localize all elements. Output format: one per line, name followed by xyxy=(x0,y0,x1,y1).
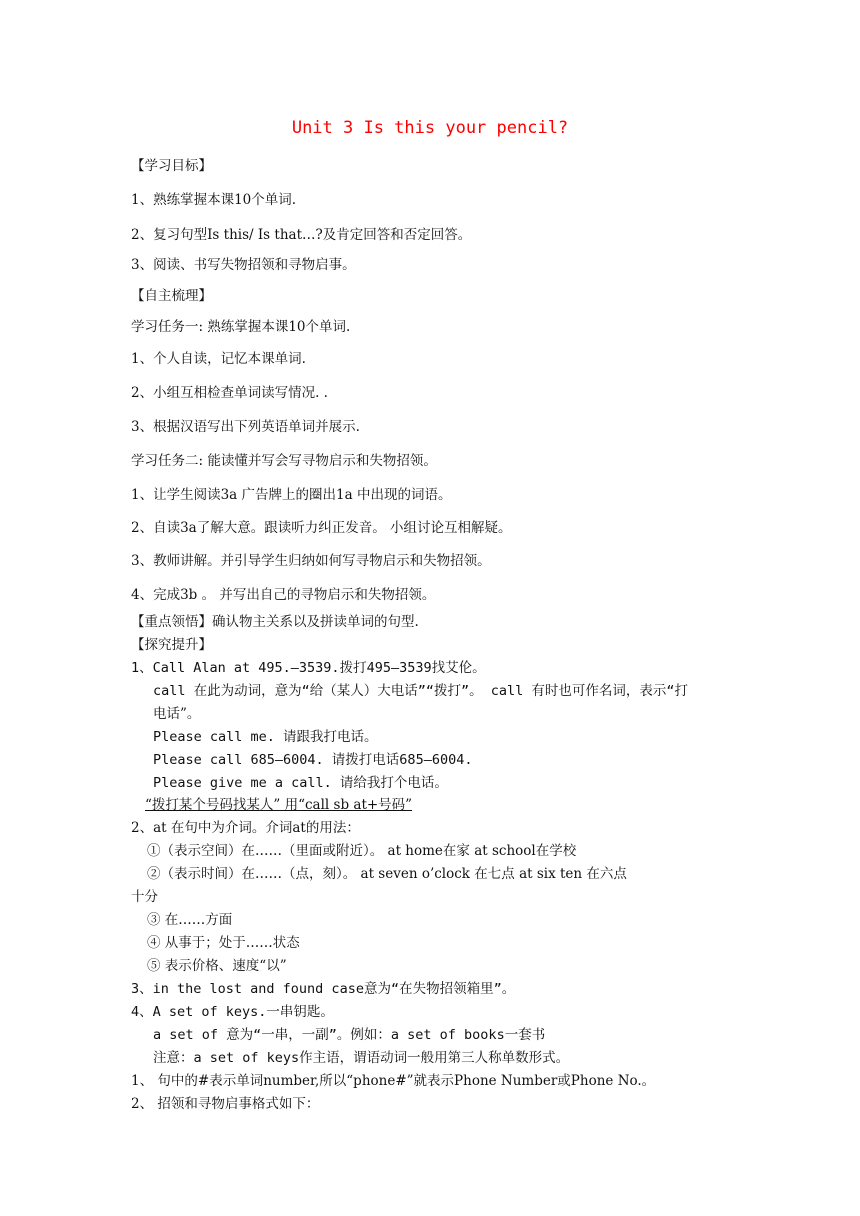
phone-number-note: 1、 句中的#表示单词number,所以“phone#”就表示Phone Number或Phone No.。 xyxy=(131,1073,656,1089)
goal-line-1: 1、熟练掌握本课10个单词. xyxy=(131,192,297,208)
page-title: Unit 3 Is this your pencil? xyxy=(291,118,569,138)
at-usage-3: ③ 在……方面 xyxy=(147,912,233,928)
key-points-line: 【重点领悟】确认物主关系以及拼读单词的句型. xyxy=(131,614,419,630)
goal-line-3: 3、阅读、书写失物招领和寻物启事。 xyxy=(131,257,356,273)
explore-item-2: 2、at 在句中为介词。介词at的用法： xyxy=(131,820,360,836)
explore-item-3: 3、in the lost and found case意为“在失物招领箱里”。 xyxy=(131,981,516,997)
at-usage-5: ⑤ 表示价格、速度“以” xyxy=(147,958,287,974)
at-usage-2: ②（表示时间）在……（点，刻）。 at seven o’clock 在七点 at six ten 在六点 xyxy=(147,866,627,882)
set-of-note: 注意：a set of keys作主语，谓语动词一般用第三人称单数形式。 xyxy=(153,1050,570,1066)
section-heading-goals: 【学习目标】 xyxy=(131,158,212,174)
example-3: Please give me a call. 请给我打个电话。 xyxy=(153,775,448,791)
at-usage-4: ④ 从事于；处于……状态 xyxy=(147,935,300,951)
example-1: Please call me. 请跟我打电话。 xyxy=(153,729,378,745)
call-explanation: call 在此为动词，意为“给（某人）大电话”“拨打”。 call 有时也可作名词，表示“打 xyxy=(153,683,689,699)
task-one-step-2: 2、小组互相检查单词读写情况. . xyxy=(131,385,328,401)
section-heading-explore: 【探究提升】 xyxy=(131,637,212,653)
example-2: Please call 685—6004. 请拨打电话685—6004. xyxy=(153,752,473,768)
task-two-heading: 学习任务二: 能读懂并写会写寻物启示和失物招领。 xyxy=(131,453,437,469)
notice-format-line: 2、 招领和寻物启事格式如下： xyxy=(131,1096,320,1112)
at-usage-1: ①（表示空间）在……（里面或附近）。 at home在家 at school在学校 xyxy=(147,843,577,859)
call-explanation-cont: 电话”。 xyxy=(153,706,201,722)
call-pattern-note: “拨打某个号码找某人” 用“call sb at+号码” xyxy=(145,797,413,813)
at-usage-2-cont: 十分 xyxy=(131,889,158,905)
goal-line-2: 2、复习句型Is this/ Is that…?及肯定回答和否定回答。 xyxy=(131,227,472,243)
set-of-explanation: a set of 意为“一串，一副”。例如：a set of books一套书 xyxy=(153,1027,546,1043)
task-one-heading: 学习任务一: 熟练掌握本课10个单词. xyxy=(131,319,351,335)
task-two-step-2: 2、自读3a了解大意。跟读听力纠正发音。 小组讨论互相解疑。 xyxy=(131,520,512,536)
task-one-step-3: 3、根据汉语写出下列英语单词并展示. xyxy=(131,419,360,435)
task-two-step-4: 4、完成3b 。 并写出自己的寻物启示和失物招领。 xyxy=(131,587,436,603)
section-heading-self-study: 【自主梳理】 xyxy=(131,288,212,304)
task-one-step-1: 1、个人自读，记忆本课单词. xyxy=(131,351,306,367)
explore-item-1: 1、Call Alan at 495.—3539.拨打495—3539找艾伦。 xyxy=(131,660,486,676)
explore-item-4: 4、A set of keys.一串钥匙。 xyxy=(131,1004,334,1020)
task-two-step-3: 3、教师讲解。并引导学生归纳如何写寻物启示和失物招领。 xyxy=(131,553,491,569)
task-two-step-1: 1、让学生阅读3a 广告牌上的圈出1a 中出现的词语。 xyxy=(131,487,452,503)
